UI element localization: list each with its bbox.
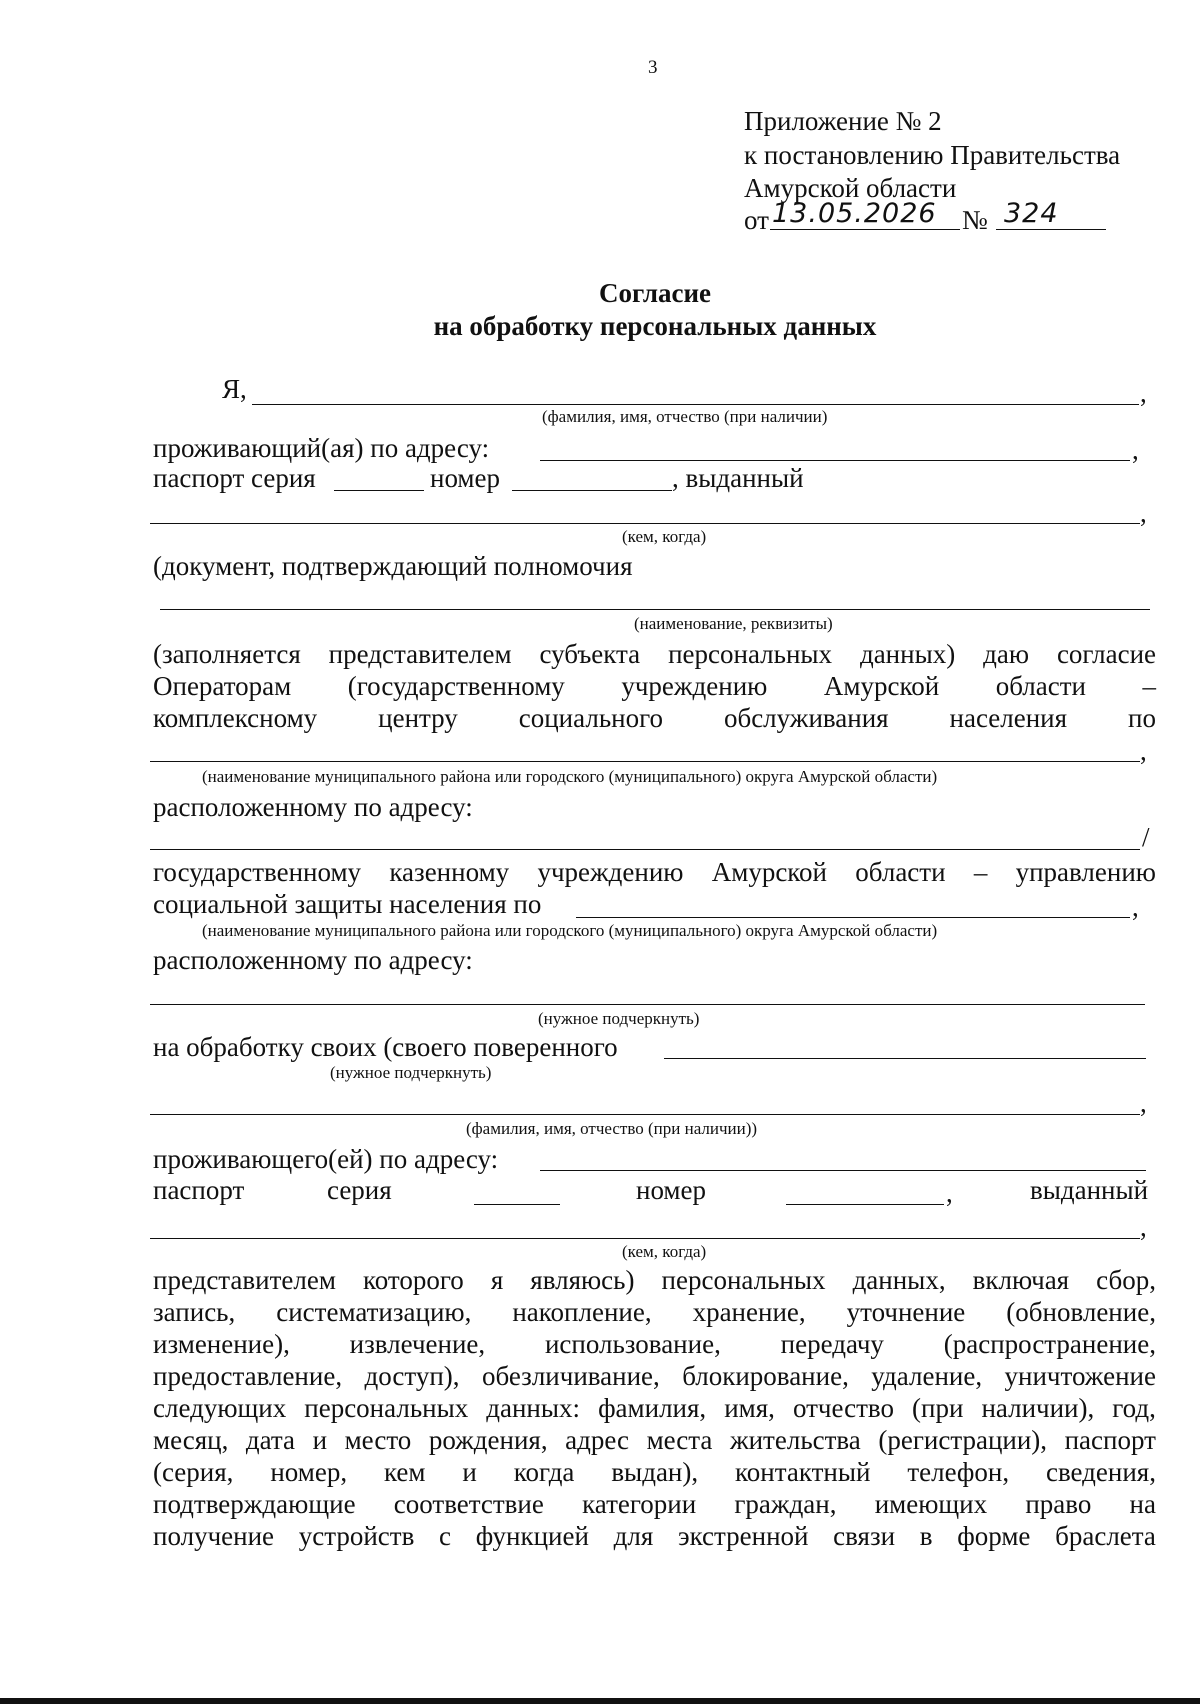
body-line-2: запись, систематизацию, накопление, хранение, уточнение (обновление, xyxy=(153,1297,1156,1327)
document-title: Согласие xyxy=(598,278,712,308)
social-protection-line-2: социальной защиты населения по xyxy=(153,889,542,919)
passport-series-line-2 xyxy=(474,1204,560,1205)
fio-line xyxy=(252,404,1139,405)
label-residing: проживающий(ая) по адресу: xyxy=(153,433,490,463)
hint-name-requisites: (наименование, реквизиты) xyxy=(634,614,833,633)
hint-who-when: (кем, когда) xyxy=(622,527,707,546)
hint-underline-2: (нужное подчеркнуть) xyxy=(330,1063,492,1082)
consent-paragraph-line-2: Операторам (государственному учреждению Амурской области – xyxy=(153,671,1156,701)
body-line-6: месяц, дата и место рождения, адрес места жительства (регистрации), паспорт xyxy=(153,1425,1156,1455)
authority-doc-line xyxy=(160,609,1150,610)
representative-fio-comma: , xyxy=(1140,1088,1147,1118)
hint-underline: (нужное подчеркнуть) xyxy=(538,1009,700,1028)
hint-who-when-2: (кем, когда) xyxy=(622,1242,707,1261)
issued-by-line xyxy=(150,523,1140,524)
label-issued: , выданный xyxy=(672,463,804,493)
date-underline xyxy=(770,229,960,230)
fio-comma: , xyxy=(1140,378,1147,408)
body-line-9: получение устройств с функцией для экстренной связи в форме браслета xyxy=(153,1521,1156,1551)
body-line-7: (серия, номер, кем и когда выдан), контактный телефон, сведения, xyxy=(153,1457,1156,1487)
decree-date-handwritten: 13.05.2026 xyxy=(772,198,937,229)
social-protection-line-1: государственному казенному учреждению Амурской области – управлению xyxy=(153,857,1156,887)
decree-number-handwritten: 324 xyxy=(1004,198,1059,229)
appendix-title: Приложение № 2 xyxy=(744,106,942,136)
issued-comma: , xyxy=(1140,498,1147,528)
consent-paragraph-line-1: (заполняется представителем субъекта персональных данных) даю согласие xyxy=(153,639,1156,669)
body-line-5: следующих персональных данных: фамилия, имя, отчество (при наличии), год, xyxy=(153,1393,1156,1423)
appendix-decree-line: к постановлению Правительства xyxy=(744,140,1121,170)
social-protection-district-line xyxy=(576,917,1130,918)
address-line xyxy=(540,460,1130,461)
representative-address-line xyxy=(540,1170,1146,1171)
label-issued-2: выданный xyxy=(1030,1175,1149,1205)
issued-by-line-2 xyxy=(150,1238,1140,1239)
scan-bottom-edge xyxy=(0,1698,1200,1704)
operator-slash: / xyxy=(1142,822,1150,852)
located-address-line-2 xyxy=(150,1004,1145,1005)
number-underline xyxy=(996,229,1106,230)
document-subtitle: на обработку персональных данных xyxy=(433,311,877,341)
label-passport-2: паспорт xyxy=(153,1175,245,1205)
municipal-district-line xyxy=(150,761,1140,762)
body-line-4: предоставление, доступ), обезличивание, блокирование, удаление, уничтожение xyxy=(153,1361,1156,1391)
passport-series-line xyxy=(334,490,424,491)
passport-row-comma: , xyxy=(946,1178,953,1208)
hint-municipal: (наименование муниципального района или городского (муниципального) округа Амурской области) xyxy=(202,767,938,786)
address-comma: , xyxy=(1132,435,1139,465)
hint-fio: (фамилия, имя, отчество (при наличии) xyxy=(542,407,828,426)
representative-fio-line xyxy=(150,1114,1140,1115)
municipal-comma: , xyxy=(1140,736,1147,766)
body-line-8: подтверждающие соответствие категории граждан, имеющих право на xyxy=(153,1489,1156,1519)
passport-number-line xyxy=(512,490,672,491)
body-line-3: изменение), извлечение, использование, передачу (распространение, xyxy=(153,1329,1156,1359)
located-address-line xyxy=(150,849,1140,850)
hint-municipal-2: (наименование муниципального района или городского (муниципального) округа Амурской области) xyxy=(202,921,938,940)
issued-comma-2: , xyxy=(1140,1212,1147,1242)
body-line-1: представителем которого я являюсь) персональных данных, включая сбор, xyxy=(153,1265,1156,1295)
label-processing: на обработку своих (своего поверенного xyxy=(153,1032,618,1062)
consent-paragraph-line-3: комплексному центру социального обслуживания населения по xyxy=(153,703,1156,733)
appendix-region-line: Амурской области xyxy=(744,173,957,203)
number-prefix: № xyxy=(962,205,988,235)
date-prefix: от xyxy=(744,205,769,235)
label-ya: Я, xyxy=(222,374,247,404)
label-located-2: расположенному по адресу: xyxy=(153,945,473,975)
label-doc-authority: (документ, подтверждающий полномочия xyxy=(153,551,633,581)
representative-line xyxy=(664,1058,1146,1059)
label-located: расположенному по адресу: xyxy=(153,792,473,822)
label-passport-series: паспорт серия xyxy=(153,463,316,493)
label-passport-number: номер xyxy=(430,463,501,493)
social-protection-comma: , xyxy=(1132,892,1139,922)
passport-number-line-2 xyxy=(786,1204,944,1205)
page-number: 3 xyxy=(648,57,658,78)
label-residing-2: проживающего(ей) по адресу: xyxy=(153,1144,499,1174)
label-number-2: номер xyxy=(636,1175,707,1205)
hint-fio-2: (фамилия, имя, отчество (при наличии)) xyxy=(466,1119,758,1138)
label-series-2: серия xyxy=(327,1175,392,1205)
